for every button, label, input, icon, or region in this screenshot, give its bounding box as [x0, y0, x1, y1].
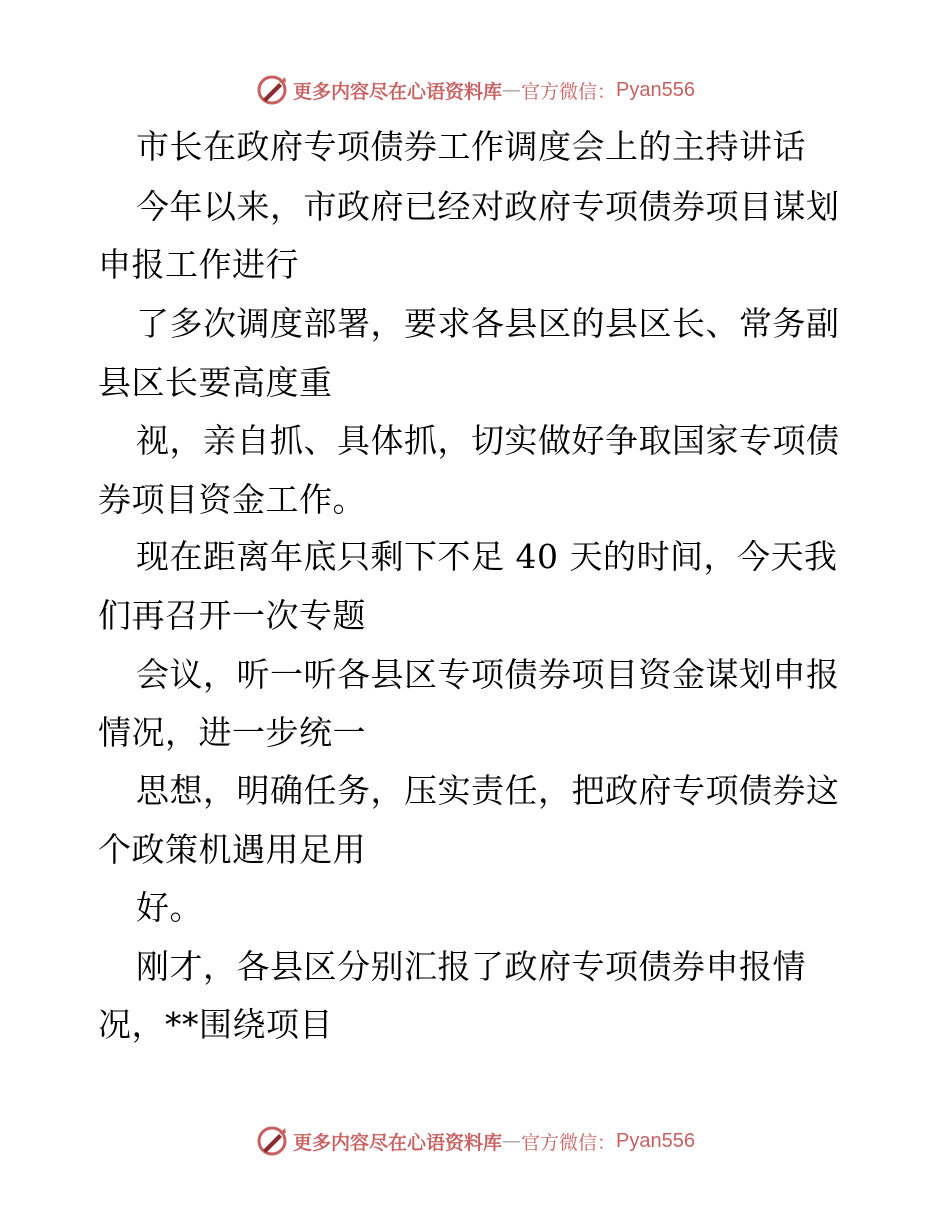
- quill-logo-icon: [255, 1124, 289, 1158]
- banner-wechat-id: Pyan556: [616, 1129, 695, 1152]
- banner-wechat-id: Pyan556: [616, 78, 695, 101]
- paragraph-line: 了多次调度部署，要求各县区的县区长、常务副: [136, 304, 840, 343]
- paragraph-line: 视，亲自抓、具体抓，切实做好争取国家专项债: [136, 421, 840, 460]
- paragraph-line: 会议，听一听各县区专项债券项目资金谋划申报: [136, 655, 840, 694]
- paragraph-line: 好。: [136, 888, 203, 927]
- banner-main-text: 更多内容尽在心语资料库: [293, 80, 503, 103]
- paragraph-line: 思想，明确任务，压实责任，把政府专项债券这: [136, 771, 840, 810]
- paragraph-line: 券项目资金工作。: [98, 480, 366, 519]
- footer-watermark-banner: [0, 1121, 950, 1161]
- document-title: 市长在政府专项债券工作调度会上的主持讲话: [136, 127, 806, 166]
- banner-wechat-label: 官方微信：: [521, 1131, 617, 1154]
- paragraph-line: 刚才，各县区分别汇报了政府专项债券申报情: [136, 947, 806, 986]
- banner-main-text: 更多内容尽在心语资料库: [293, 1131, 503, 1154]
- header-watermark-banner: [0, 70, 950, 110]
- paragraph-line: 现在距离年底只剩下不足 40 天的时间，今天我: [136, 537, 838, 576]
- paragraph-line: 们再召开一次专题: [98, 596, 366, 635]
- paragraph-line: 县区长要高度重: [98, 363, 333, 402]
- paragraph-line: 个政策机遇用足用: [98, 830, 366, 869]
- banner-dash: —: [502, 79, 522, 101]
- banner-dash: —: [502, 1130, 522, 1152]
- paragraph-line: 申报工作进行: [98, 245, 299, 284]
- banner-wechat-label: 官方微信：: [521, 80, 617, 103]
- paragraph-line: 情况，进一步统一: [98, 713, 366, 752]
- paragraph-line: 况，**围绕项目: [98, 1005, 333, 1044]
- paragraph-line: 今年以来，市政府已经对政府专项债券项目谋划: [136, 187, 840, 226]
- quill-logo-icon: [255, 73, 289, 107]
